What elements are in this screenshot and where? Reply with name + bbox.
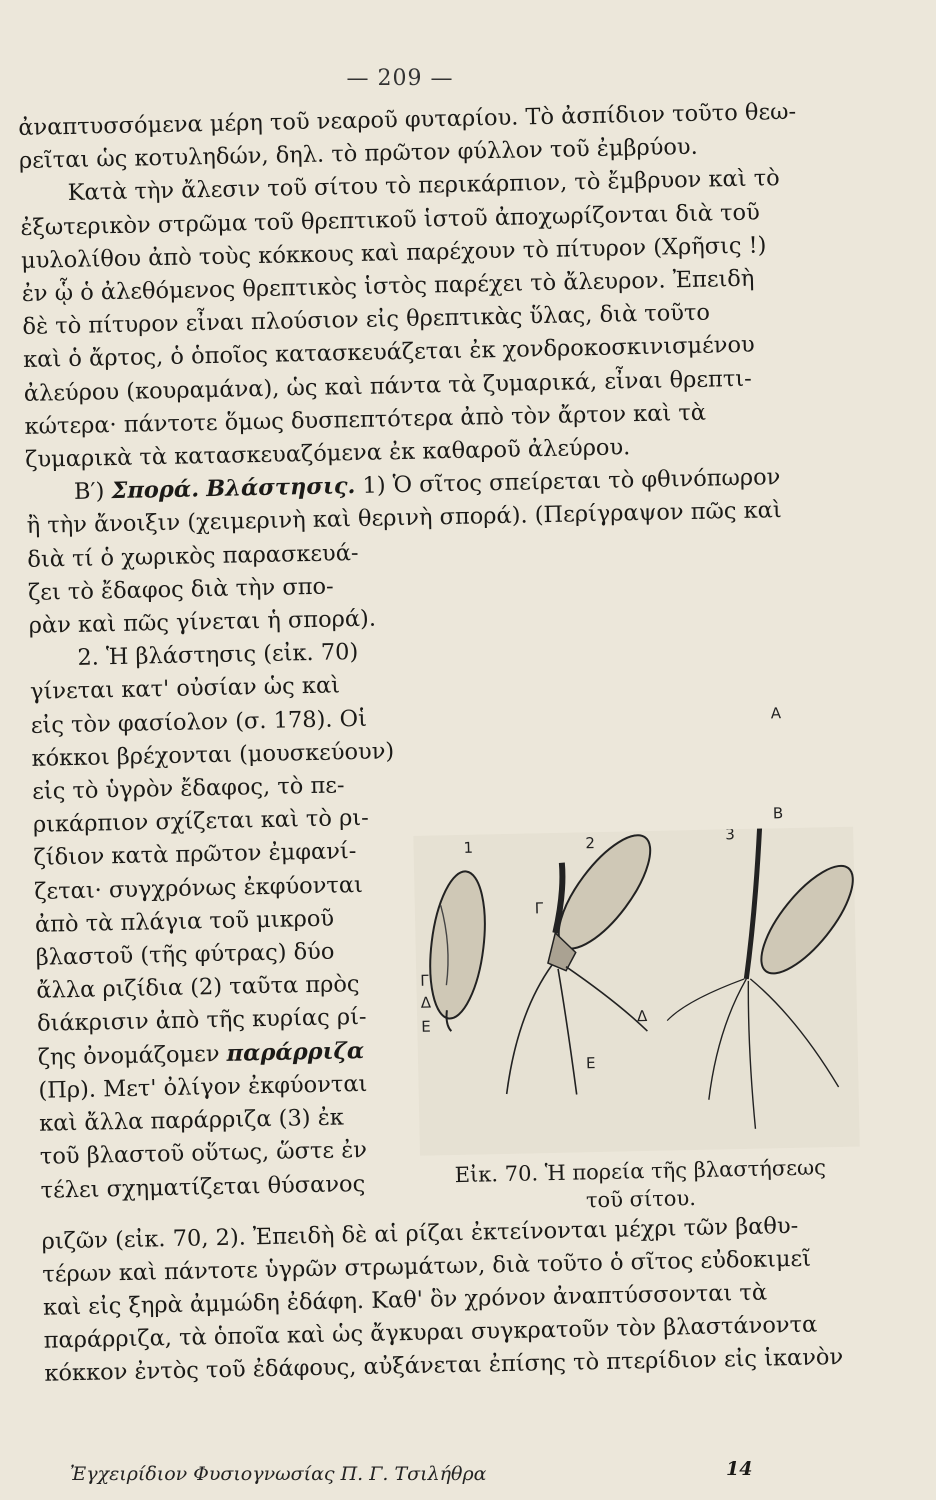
label-gamma-1: Γ bbox=[420, 971, 429, 990]
section-text: 1) Ὁ σῖτος σπείρεται τὸ φθινόπωρον bbox=[362, 464, 781, 500]
text-line: κώτερα· πάντοτε ὅμως δυσπεπτότερα ἀπὸ τὸν ἄρτον καὶ τὰ bbox=[24, 399, 707, 440]
text-line: (Πρ). Μετ' ὀλίγον ἐκφύονται bbox=[38, 1070, 368, 1104]
text-line: ρεῖται ὡς κοτυληδών, δηλ. τὸ πρῶτον φύλλον τοῦ ἐμβρύου. bbox=[18, 133, 698, 175]
text-line: κόκκον ἐντὸς τοῦ ἐδάφους, αὐξάνεται ἐπίσης τὸ πτερίδιον εἰς ἱκανὸν bbox=[44, 1344, 844, 1388]
page-number: — 209 — bbox=[346, 66, 454, 91]
section-prefix: Β′) bbox=[73, 478, 105, 506]
section-heading-germination: Βλάστησις. bbox=[205, 473, 356, 503]
text-line: τέλει σχηματίζεται θύσανος bbox=[40, 1170, 366, 1204]
text-line: ἄλλα ριζίδια (2) ταῦτα πρὸς bbox=[36, 971, 360, 1005]
label-a: A bbox=[770, 703, 782, 723]
section-heading-sowing: Σπορά. bbox=[111, 476, 200, 505]
text-line: ἐξωτερικὸν στρῶμα τοῦ θρεπτικοῦ ἱστοῦ ἀποχωρίζονται διὰ τοῦ bbox=[20, 199, 761, 241]
text-line: διάκρισιν ἀπὸ τῆς κυρίας ρί- bbox=[36, 1004, 367, 1038]
text-line: γίνεται κατ' οὐσίαν ὡς καὶ bbox=[29, 672, 341, 706]
text-line: ἢ τὴν ἄνοιξιν (χειμερινὴ καὶ θερινὴ σπορά). (Περίγραψον πῶς καὶ bbox=[26, 497, 782, 540]
text-line: ζει τὸ ἔδαφος διὰ τὴν σπο- bbox=[27, 573, 334, 606]
text-line: ριζῶν (εἰκ. 70, 2). Ἐπειδὴ δὲ αἱ ρίζαι ἐκτείνονται μέχρι τῶν βαθυ- bbox=[41, 1212, 799, 1255]
figure-70 bbox=[413, 703, 861, 1217]
wrapped-text-column bbox=[27, 536, 401, 1207]
text-line: ζυμαρικὰ τὰ κατασκευαζόμενα ἐκ καθαροῦ ἀλεύρου. bbox=[25, 434, 631, 473]
label-delta-1: Δ bbox=[420, 993, 432, 1012]
text-line: βλαστοῦ (τῆς φύτρας) δύο bbox=[35, 938, 335, 971]
text-line: ἀπὸ τὰ πλάγια τοῦ μικροῦ bbox=[34, 905, 335, 938]
text-line: κόκκοι βρέχονται (μουσκεύουν) bbox=[31, 738, 395, 772]
text-line: ἐν ᾧ ὁ ἀλεθόμενος θρεπτικὸς ἱστὸς παρέχει τὸ ἄλευρον. Ἐπειδὴ bbox=[21, 265, 755, 307]
text-line: δὲ τὸ πίτυρον εἶναι πλούσιον εἰς θρεπτικὰς ὕλας, διὰ τοῦτο bbox=[22, 299, 711, 341]
text-figure-area bbox=[27, 527, 841, 1226]
label-b: B bbox=[772, 803, 784, 822]
text-fragment: ζης ὀνομάζομεν bbox=[37, 1040, 220, 1071]
text-line: διὰ τί ὁ χωρικὸς παρασκευά- bbox=[27, 539, 359, 573]
text-line: Κατὰ τὴν ἄλεσιν τοῦ σίτου τὸ περικάρπιον, τὸ ἔμβρυον καὶ τὸ bbox=[67, 165, 780, 207]
shoot-labels-illustration bbox=[410, 666, 853, 835]
footer-signature-number: 14 bbox=[726, 1458, 753, 1480]
term-adventitious-roots: παράρριζα bbox=[226, 1037, 365, 1067]
figure-caption bbox=[420, 1152, 861, 1217]
text-line: καὶ εἰς ξηρὰ ἀμμώδη ἐδάφη. Καθ' ὃν χρόνον ἀναπτύσσονται τὰ bbox=[42, 1279, 768, 1321]
figure-illustration bbox=[413, 703, 860, 1155]
text-line: καὶ ἄλλα παράρριζα (3) ἐκ bbox=[38, 1104, 345, 1137]
caption-line: Εἰκ. 70. Ἡ πορεία τῆς βλαστήσεως bbox=[454, 1154, 827, 1187]
label-1: 1 bbox=[463, 838, 474, 857]
text-line: καὶ ὁ ἄρτος, ὁ ὁποῖος κατασκευάζεται ἐκ χονδροκοσκινισμένου bbox=[22, 332, 755, 374]
wheat-germination-illustration bbox=[413, 826, 860, 1155]
text-line: τέρων καὶ πάντοτε ὑγρῶν στρωμάτων, διὰ τοῦτο ὁ σῖτος εὐδοκιμεῖ bbox=[42, 1245, 812, 1288]
label-delta-2: Δ bbox=[636, 1006, 648, 1025]
label-gamma-2: Γ bbox=[534, 898, 544, 917]
text-line: εἰς τὸν φασίολον (σ. 178). Οἱ bbox=[30, 705, 368, 739]
text-line: ρικάρπιον σχίζεται καὶ τὸ ρι- bbox=[32, 805, 369, 839]
text-line: 2. Ἡ βλάστησις (εἰκ. 70) bbox=[77, 639, 359, 672]
footer-book-title: Ἐγχειρίδιον Φυσιογνωσίας Π. Γ. Τσιλήθρα bbox=[70, 1463, 487, 1485]
label-epsilon-1: Ε bbox=[421, 1017, 431, 1036]
caption-line: τοῦ σίτου. bbox=[585, 1185, 697, 1212]
text-line: εἰς τὸ ὑγρὸν ἔδαφος, τὸ πε- bbox=[31, 772, 345, 805]
text-line: τοῦ βλαστοῦ οὕτως, ὥστε ἐν bbox=[39, 1137, 368, 1171]
text-line: παράρριζα, τὰ ὁποῖα καὶ ὡς ἄγκυραι συγκρατοῦν τὸν βλαστάνοντα bbox=[43, 1311, 818, 1354]
label-epsilon-2: Ε bbox=[585, 1053, 596, 1072]
text-line: ἀναπτυσσόμενα μέρη τοῦ νεαροῦ φυταρίου. Τὸ ἀσπίδιον τοῦτο θεω- bbox=[18, 98, 797, 141]
text-line: ἀλεύρου (κουραμάνα), ὡς καὶ πάντα τὰ ζυμαρικά, εἶναι θρεπτι- bbox=[23, 365, 752, 407]
text-line: μυλολίθου ἀπὸ τοὺς κόκκους καὶ παρέχουν τὸ πίτυρον (Χρῆσις !) bbox=[20, 232, 767, 274]
body-text bbox=[18, 95, 845, 1391]
label-2: 2 bbox=[585, 833, 596, 852]
label-3: 3 bbox=[725, 826, 736, 843]
text-line: ζεται· συγχρόνως ἐκφύονται bbox=[34, 871, 364, 905]
text-line: ζίδιον κατὰ πρῶτον ἐμφανί- bbox=[33, 838, 357, 872]
text-line: ρὰν καὶ πῶς γίνεται ἡ σπορά). bbox=[28, 605, 377, 639]
